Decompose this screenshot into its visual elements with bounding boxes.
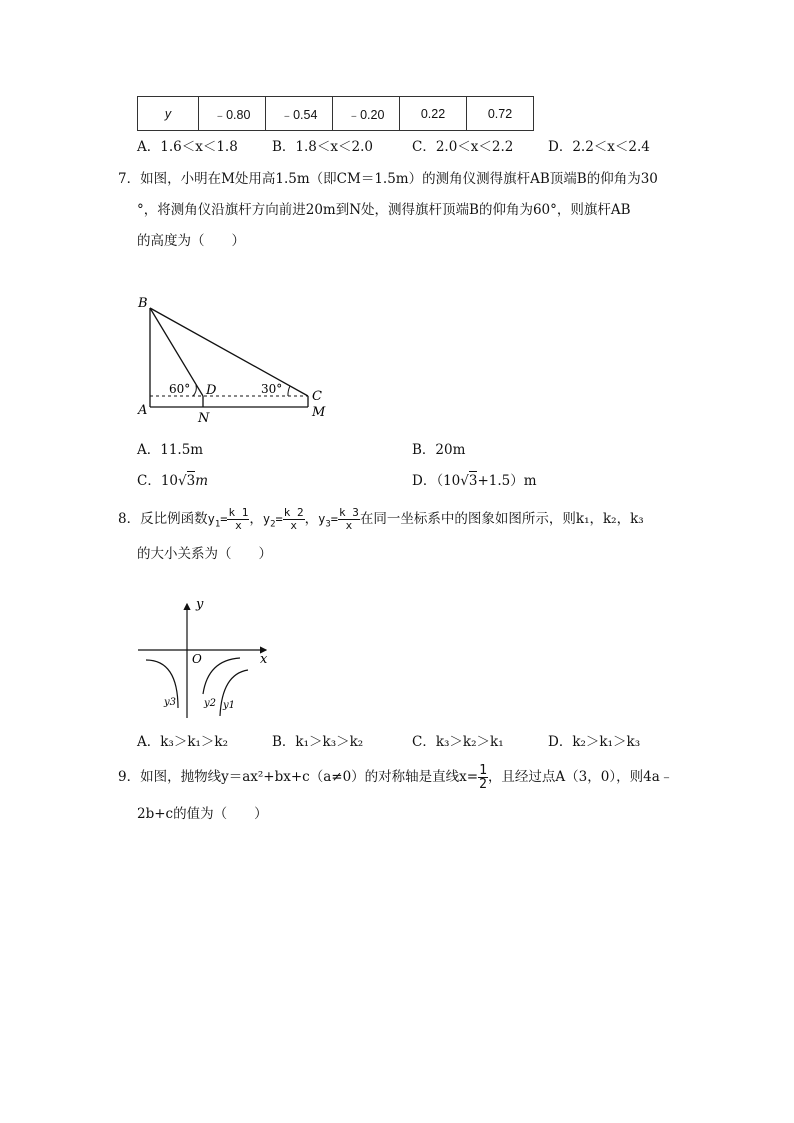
q7-option-a: A．11.5m: [137, 442, 204, 458]
f3-numerator: k 3: [339, 506, 359, 519]
label-b: B: [138, 296, 148, 311]
table-cell: 0.22: [400, 97, 467, 131]
fraction-k2-x: [283, 507, 305, 532]
table-cell: 0.72: [467, 97, 534, 131]
fraction-k3-x: [338, 507, 360, 532]
table-cell: ﹣0.54: [266, 97, 333, 131]
f2-sub: 2: [270, 519, 276, 530]
half-denominator: 2: [479, 777, 487, 792]
f1-sub: 1: [214, 519, 221, 530]
q7-line1: 7．如图，小明在M处用高1.5m（即CM＝1.5m）的测角仪测得旗杆AB顶端B的仰角为30: [118, 171, 658, 187]
label-angle-60: 60°: [169, 382, 191, 396]
q7-option-c: [137, 472, 208, 490]
angle-arc-60: [193, 385, 196, 396]
value-table: [137, 96, 534, 131]
q8-option-c: C．k₃＞k₂＞k₁: [412, 734, 504, 750]
q8-line1: 8．反比例函数$y_1=$ $\frac{k 1}{x}$ ，$y_2=$ $\frac{k 2}{x}$ ，$y_3=$ $\frac{k 3}{x}$ 在同一坐标系中的图象如图所示，则k₁，k₂，k₃: [118, 506, 644, 532]
q8-option-b: B．k₁＞k₃＞k₂: [272, 734, 364, 750]
f2-lhs: y: [262, 512, 271, 526]
q8-prefix: 8．反比例函数: [118, 511, 208, 527]
q6-option-d: D．2.2＜x＜2.4: [548, 139, 650, 155]
q7-option-c-suffix: m: [195, 473, 209, 489]
q9-line2: 2b+c的值为（ ）: [137, 806, 268, 822]
f3-denominator: x: [345, 519, 353, 532]
label-c: C: [312, 389, 322, 404]
q8-line2: 的大小关系为（ ）: [137, 546, 272, 562]
table-cell: ﹣0.20: [333, 97, 400, 131]
q8-suffix: 在同一坐标系中的图象如图所示，则k₁，k₂，k₃: [359, 511, 644, 527]
f1-lhs: y: [207, 512, 215, 526]
table-cell: ﹣0.80: [199, 97, 266, 131]
separator: ，: [304, 511, 319, 527]
q7-option-d-suffix: +1.5）m: [477, 473, 537, 489]
origin-label: O: [192, 652, 202, 666]
q9-prefix: 9．如图，抛物线y＝ax²+bx+c（a≠0）的对称轴是直线x=: [118, 769, 479, 785]
f2-denominator: x: [290, 519, 297, 532]
table-row-label: y: [138, 97, 199, 131]
x-axis-label: x: [260, 652, 268, 667]
label-m: M: [312, 405, 326, 420]
angle-arc-30: [288, 386, 290, 396]
q9-suffix: ，且经过点A（3，0），则4a﹣: [487, 769, 674, 785]
q9-line1: [118, 763, 673, 791]
f3-sub: 3: [325, 519, 331, 530]
q6-option-b: B．1.8＜x＜2.0: [272, 139, 373, 155]
q7-figure: [130, 290, 340, 430]
q7-option-d: [412, 472, 537, 490]
q7-line3: 的高度为（ ）: [137, 233, 245, 249]
fraction-one-half: [478, 764, 488, 791]
label-a: A: [138, 403, 148, 418]
label-angle-30: 30°: [261, 382, 283, 396]
fraction-k1-x: [227, 507, 249, 532]
curve-label-y1: y1: [223, 700, 236, 711]
q7-option-b: B．20m: [412, 442, 466, 458]
f1-denominator: x: [235, 519, 242, 532]
label-d: D: [206, 383, 217, 398]
label-n: N: [198, 411, 210, 426]
curve-label-y3: y3: [164, 697, 177, 708]
curve-label-y2: y2: [204, 698, 217, 709]
sqrt-sign: √: [178, 473, 187, 489]
q7-option-c-prefix: C．10: [137, 473, 179, 489]
q6-option-c: C．2.0＜x＜2.2: [412, 139, 514, 155]
q7-option-c-radicand: 3: [186, 473, 196, 489]
sqrt-sign: √: [460, 473, 469, 489]
f2-numerator: k 2: [283, 506, 304, 519]
q8-option-d: D．k₂＞k₁＞k₃: [548, 734, 641, 750]
q8-figure: [130, 590, 280, 720]
table-row: [138, 97, 534, 131]
f1-numerator: k 1: [228, 506, 249, 519]
separator: ，: [249, 511, 263, 527]
q7-option-d-radicand: 3: [468, 473, 478, 489]
f3-lhs: y: [318, 512, 326, 526]
q7-line2: °，将测角仪沿旗杆方向前进20m到N处，测得旗杆顶端B的仰角为60°，则旗杆AB: [137, 202, 631, 218]
y-axis-label: y: [196, 597, 204, 612]
half-numerator: 1: [479, 763, 487, 778]
q6-option-a: A．1.6＜x＜1.8: [137, 139, 238, 155]
q8-option-a: A．k₃＞k₁＞k₂: [137, 734, 229, 750]
q7-option-d-prefix: D．（10: [412, 473, 461, 489]
